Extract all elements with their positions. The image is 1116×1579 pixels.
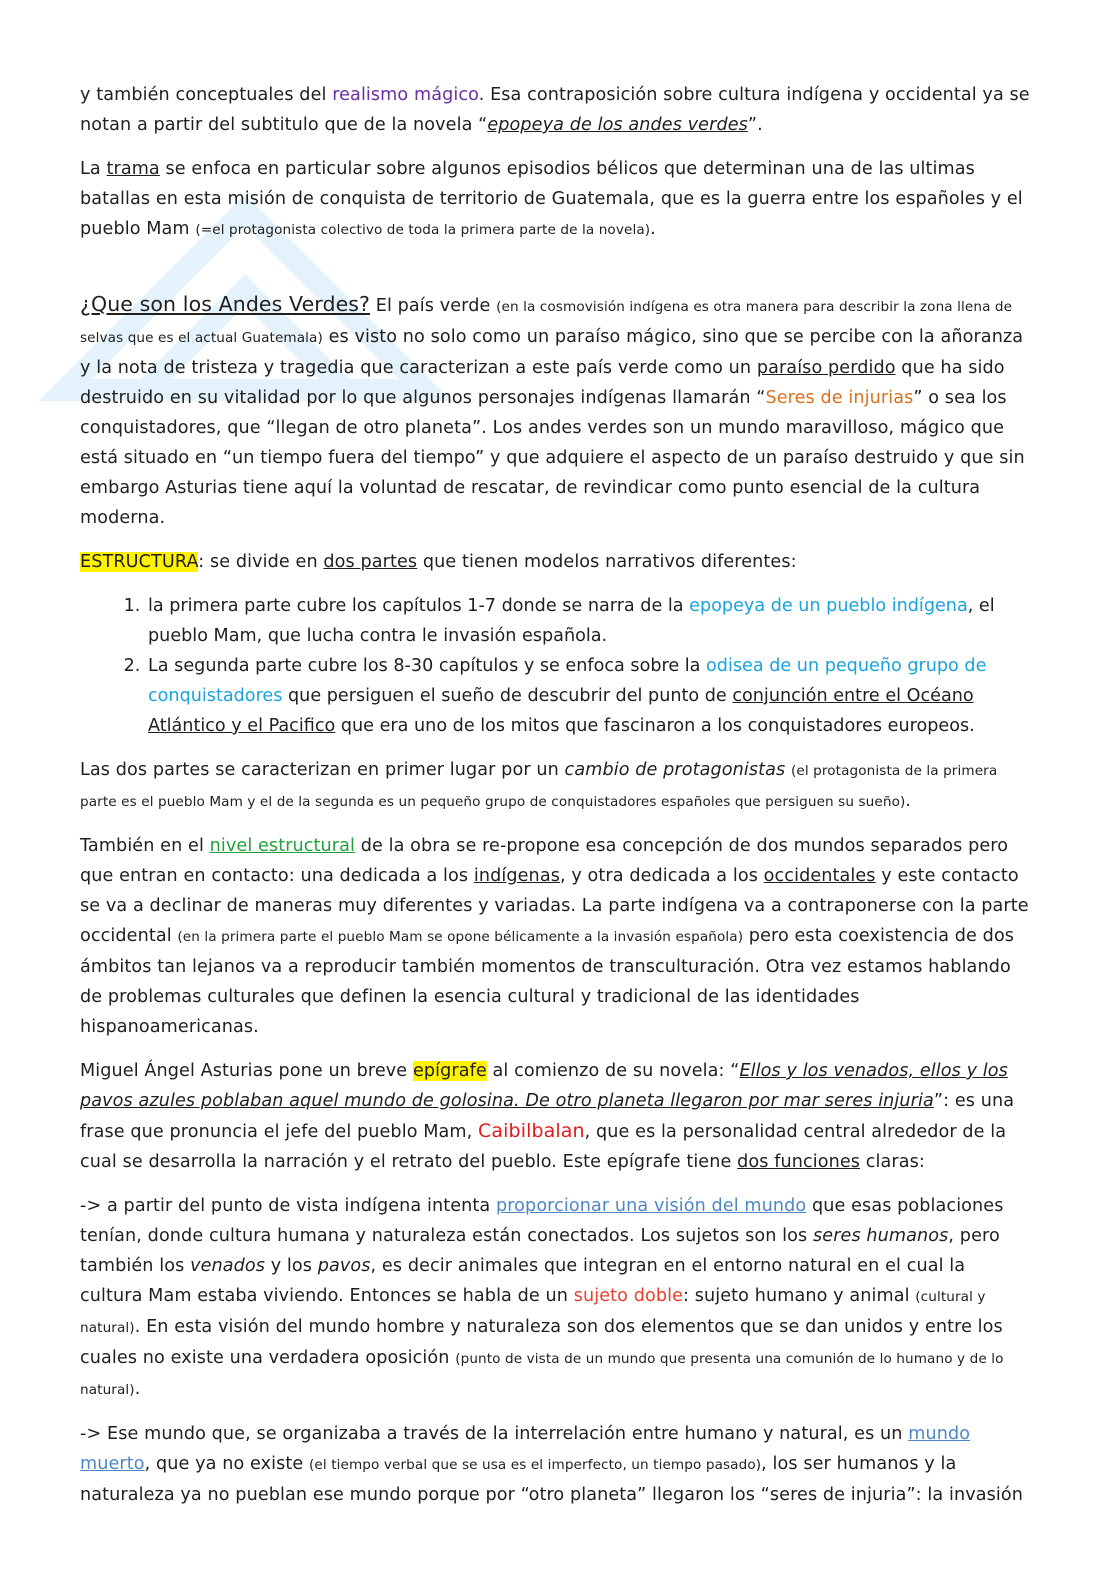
- term-vision-del-mundo: proporcionar una visión del mundo: [495, 1196, 807, 1216]
- term-odisea: odisea de un pequeño grupo de conquistadores: [148, 656, 987, 706]
- term-paraiso-perdido: paraíso perdido: [756, 358, 896, 378]
- note-tiempo-verbal: (el tiempo verbal que se usa es el imperfecto, un tiempo pasado): [309, 1457, 762, 1473]
- note-pais-verde: (en la cosmovisión indígena es otra manera para describir la zona llena de selvas que es el actual Guatemala): [80, 299, 1013, 346]
- list-item: 2. La segunda parte cubre los 8-30 capítulos y se enfoca sobre la odisea de un pequeño grupo de conquistadores que persiguen el sueño de descubrir del punto de conjunción entre el Océano Atlántico y el Pacifico que era uno de los mitos que fascinaron a los conquistadores europeos.: [146, 651, 1030, 741]
- term-nivel-estructural: nivel estructural: [209, 836, 356, 856]
- term-indigenas: indígenas: [473, 866, 560, 886]
- term-cambio-protagonistas: cambio de protagonistas: [564, 760, 786, 780]
- paragraph-funcion-1: -> a partir del punto de vista indígena intenta proporcionar una visión del mundo que esas poblaciones tenían, donde cultura humana y naturaleza están conectados. Los sujetos son los seres humanos, pero también los venados y los pavos, es decir animales que integran en el entorno natural en el cual la cultura Mam estaba viviendo. Entonces se habla de un sujeto doble: sujeto humano y animal (cultural y natural). En esta visión del mundo hombre y naturaleza son dos elementos que se dan unidos y entre los cuales no existe una verdadera oposición (punto de vista de un mundo que presenta una comunión de lo humano y de lo natural).: [80, 1196, 1004, 1399]
- structure-list: [80, 591, 1030, 741]
- term-sujeto-doble: sujeto doble: [573, 1286, 684, 1306]
- term-dos-funciones: dos funciones: [737, 1152, 861, 1172]
- paragraph-funcion-2: -> Ese mundo que, se organizaba a través de la interrelación entre humano y natural, es un mundo muerto, que ya no existe (el tiempo verbal que se usa es el imperfecto, un tiempo pasado), los ser humanos y la naturaleza ya no pueblan ese mundo porque por “otro planeta” llegaron los “seres de injuria”: la invasión: [80, 1424, 1023, 1505]
- paragraph-protagonistas: Las dos partes se caracterizan en primer lugar por un cambio de protagonistas (el protagonista de la primera parte es el pueblo Mam y el de la segunda es un pequeño grupo de conquistadores españoles que persiguen su sueño).: [80, 760, 998, 811]
- note-protagonista: (=el protagonista colectivo de toda la primera parte de la novela): [195, 222, 651, 238]
- term-epopeya: epopeya de un pueblo indígena: [689, 596, 968, 616]
- note-comunion: (punto de vista de un mundo que presenta una comunión de lo humano y de lo natural): [80, 1351, 1004, 1398]
- list-item: 1. la primera parte cubre los capítulos 1-7 donde se narra de la epopeya de un pueblo indígena, el pueblo Mam, que lucha contra le invasión española.: [146, 591, 1030, 651]
- term-trama: trama: [106, 159, 160, 179]
- term-epigrafe: epígrafe: [412, 1061, 487, 1081]
- term-realismo-magico: realismo mágico: [332, 85, 479, 105]
- paragraph-estructura: ESTRUCTURA: se divide en dos partes que tienen modelos narrativos diferentes:: [80, 552, 797, 572]
- note-invasion: (en la primera parte el pueblo Mam se opone bélicamente a la invasión española): [177, 929, 744, 945]
- term-seres-de-injurias: Seres de injurias: [765, 388, 914, 408]
- term-dos-partes: dos partes: [323, 552, 418, 572]
- document-page: [80, 80, 1030, 1524]
- term-conjuncion: conjunción entre el Océano Atlántico y el Pacifico: [148, 686, 974, 736]
- paragraph-intro: y también conceptuales del realismo mágico. Esa contraposición sobre cultura indígena y occidental ya se notan a partir del subtitulo que de la novela “epopeya de los andes verdes”.: [80, 85, 1030, 135]
- paragraph-epigrafe: Miguel Ángel Asturias pone un breve epígrafe al comienzo de su novela: “Ellos y los venados, ellos y los pavos azules poblaban aquel mundo de golosina. De otro planeta llegaron por mar seres injuria”: es una frase que pronuncia el jefe del pueblo Mam, Caibilbalan, que es la personalidad central alrededor de la cual se desarrolla la narración y el retrato del pueblo. Este epígrafe tiene dos funciones claras:: [80, 1061, 1015, 1172]
- paragraph-andes-verdes: ¿Que son los Andes Verdes? El país verde (en la cosmovisión indígena es otra manera para describir la zona llena de selvas que es el actual Guatemala) es visto no solo como un paraíso mágico, sino que se percibe con la añoranza y la nota de tristeza y tragedia que caracterizan a este país verde como un paraíso perdido que ha sido destruido en su vitalidad por lo que algunos personajes indígenas llamarán “Seres de injurias” o sea los conquistadores, que “llegan de otro planeta”. Los andes verdes son un mundo maravilloso, mágico que está situado en “un tiempo fuera del tiempo” y que adquiere el aspecto de un paraíso destruido y que sin embargo Asturias tiene aquí la voluntad de rescatar, de revindicar como punto esencial de la cultura moderna.: [80, 292, 1025, 528]
- epigraph-quote: Ellos y los venados, ellos y los pavos azules poblaban aquel mundo de golosina. De otro planeta llegaron por mar seres injuria: [80, 1061, 1008, 1111]
- note-cultural-natural: (cultural y natural): [80, 1289, 986, 1336]
- term-mundo-muerto: mundo muerto: [80, 1424, 971, 1474]
- section-heading-andes-verdes: ¿Que son los Andes Verdes?: [80, 292, 371, 316]
- term-occidentales: occidentales: [763, 866, 876, 886]
- note-protagonistas: (el protagonista de la primera parte es el pueblo Mam y el de la segunda es un pequeño grupo de conquistadores españoles que persiguen su sueño): [80, 763, 998, 810]
- label-estructura: ESTRUCTURA: [80, 552, 199, 572]
- paragraph-nivel-estructural: También en el nivel estructural de la obra se re-propone esa concepción de dos mundos separados pero que entran en contacto: una dedicada a los indígenas, y otra dedicada a los occidentales y este contacto se va a declinar de maneras muy diferentes y variadas. La parte indígena va a contraponerse con la parte occidental (en la primera parte el pueblo Mam se opone bélicamente a la invasión española) pero esta coexistencia de dos ámbitos tan lejanos va a reproducir también momentos de transculturación. Otra vez estamos hablando de problemas culturales que definen la esencia cultural y tradicional de las identidades hispanoamericanas.: [80, 836, 1029, 1037]
- subtitle-quote: epopeya de los andes verdes: [487, 115, 748, 135]
- name-caibilbalan: Caibilbalan: [478, 1120, 585, 1142]
- paragraph-trama: La trama se enfoca en particular sobre algunos episodios bélicos que determinan una de las ultimas batallas en esta misión de conquista de territorio de Guatemala, que es la guerra entre los españoles y el pueblo Mam (=el protagonista colectivo de toda la primera parte de la novela).: [80, 159, 1023, 239]
